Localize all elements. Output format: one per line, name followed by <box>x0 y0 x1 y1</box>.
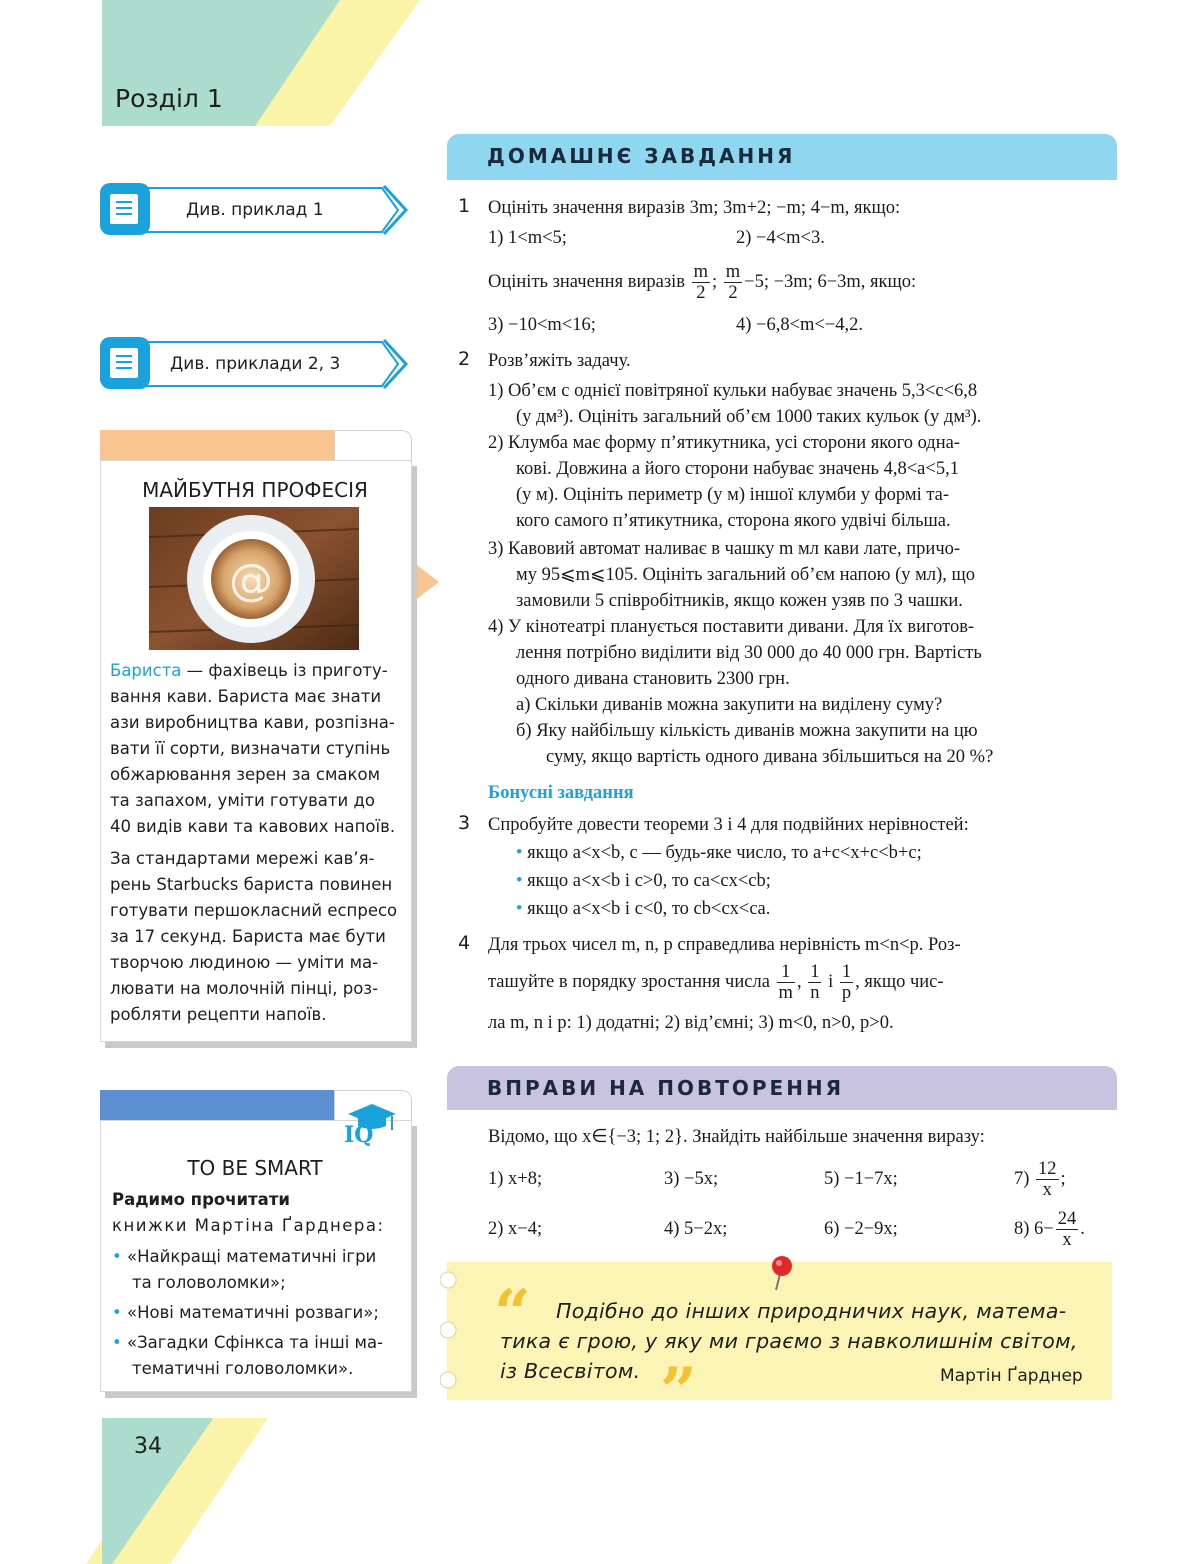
task-3-intro: Спробуйте довести теореми 3 і 4 для подвійних нерівностей: <box>488 815 969 835</box>
svg-text:@: @ <box>229 555 273 606</box>
task-number: 3 <box>458 812 471 834</box>
smart-tab <box>100 1090 336 1124</box>
fraction <box>840 962 853 1003</box>
task-1-case-2: 2) −4<m<3. <box>736 228 825 248</box>
task-1-case-1: 1) 1<m<5; <box>488 228 567 248</box>
profession-tab <box>100 430 336 464</box>
conjunction: і <box>828 972 834 992</box>
task-number: 1 <box>458 195 471 217</box>
task-2-line: 1) Об’єм c однієї повітряної кульки набуває значень 5,3<c<6,8 <box>488 381 978 401</box>
review-header <box>447 1066 1117 1110</box>
quote-author: Мартін Ґарднер <box>940 1366 1083 1386</box>
profession-line: 40 видів кави та кавових напоїв. <box>110 817 396 836</box>
smart-book <box>112 1244 376 1296</box>
close-quote-icon: ” <box>660 1354 697 1429</box>
task-1-intro-2-text: Оцініть значення виразів <box>488 272 685 292</box>
task-3-bullet-text: якщо a<x<b і c<0, то cb<cx<ca. <box>527 899 771 919</box>
bullet-icon: • <box>516 843 523 863</box>
profession-line: вання кави. Бариста має знати <box>110 687 382 706</box>
homework-header <box>447 134 1117 180</box>
fraction-den: m <box>778 983 793 1004</box>
fraction-num: 1 <box>841 962 852 983</box>
smart-title: TO BE SMART <box>187 1156 323 1180</box>
task-2-line: 4) У кінотеатрі планується поставити дивани. Для їх виготов- <box>488 617 975 637</box>
review-item: 4) 5−2x; <box>664 1219 728 1239</box>
task-2-line: (у м). Оцініть периметр (у м) іншої клумби у формі та- <box>516 485 950 505</box>
task-1-intro: Оцініть значення виразів 3m; 3m+2; −m; 4−m, якщо: <box>488 198 901 218</box>
task-2-line: лення потрібно виділити від 30 000 до 40 000 грн. Вартість <box>516 643 982 663</box>
task-2-line: 2) Клумба має форму п’ятикутника, усі сторони якого одна- <box>488 433 960 453</box>
review-item <box>1014 1206 1085 1252</box>
profession-title: МАЙБУТНЯ ПРОФЕСІЯ <box>142 478 368 502</box>
book-icon <box>108 344 109 345</box>
task-4-line-2 <box>488 958 944 1006</box>
quote-line: тика є грою, у яку ми граємо з навколишнім світом, <box>500 1329 1078 1353</box>
profession-line: творчою людиною — уміти ма- <box>110 953 379 972</box>
profession-paragraph-2 <box>110 846 397 1028</box>
task-2-line: му 95⩽m⩽105. Оцініть загальний об’єм напою (у мл), що <box>516 565 975 585</box>
task-2-line: кові. Довжина a його сторони набуває значень 4,8<a<5,1 <box>516 459 959 479</box>
review-item: 3) −5x; <box>664 1169 719 1189</box>
smart-book-text: «Найкращі математичні ігри <box>126 1247 377 1266</box>
bonus-title: Бонусні завдання <box>488 783 634 803</box>
profession-line-text: — фахівець із приготу- <box>181 661 388 680</box>
fraction <box>1056 1209 1079 1250</box>
iq-badge: IQ <box>344 1122 374 1148</box>
task-2-line: б) Яку найбільшу кількість диванів можна закупити на цю <box>516 721 978 741</box>
profession-term: Бариста <box>110 661 182 680</box>
review-item: 1) x+8; <box>488 1169 543 1189</box>
fraction <box>808 962 821 1003</box>
fraction-den: 2 <box>696 283 706 304</box>
review-item-label: 8) 6− <box>1014 1219 1054 1239</box>
task-4-line-3: ла m, n і p: 1) додатні; 2) від’ємні; 3) m<0, n>0, p>0. <box>488 1013 894 1033</box>
smart-book-line: тематичні головоломки». <box>132 1359 354 1378</box>
quote-line: із Всесвітом. <box>500 1359 641 1383</box>
smart-book-line: та головоломки»; <box>132 1273 286 1292</box>
task-2-line: (у дм³). Оцініть загальний об’єм 1000 таких кульок (у дм³). <box>516 407 982 427</box>
task-4-line-2-tail: , якщо чис- <box>855 972 944 992</box>
task-3-bullet-text: якщо a<x<b, c — будь-яке число, то a+c<x+c<b+c; <box>527 843 922 863</box>
smart-book-line <box>112 1300 379 1326</box>
review-item: 6) −2−9x; <box>824 1219 898 1239</box>
task-2-line: 3) Кавовий автомат наливає в чашку m мл кави лате, причо- <box>488 539 961 559</box>
book-icon <box>108 190 109 191</box>
task-3-bullet-text: якщо a<x<b і c>0, то ca<cx<cb; <box>527 871 771 891</box>
chapter-title: Розділ 1 <box>115 84 223 113</box>
task-1-case-3: 3) −10<m<16; <box>488 315 596 335</box>
period: . <box>1080 1219 1085 1239</box>
fraction-den: n <box>810 983 820 1004</box>
task-2-line: одного дивана становить 2300 грн. <box>516 669 790 689</box>
fraction <box>1036 1159 1059 1200</box>
profession-line: ази виробництва кави, розпізна- <box>110 713 395 732</box>
fraction <box>692 262 710 303</box>
review-item: 2) x−4; <box>488 1219 543 1239</box>
fraction-num: m <box>725 262 741 283</box>
task-2-line: а) Скільки диванів можна закупити на виділену суму? <box>516 695 943 715</box>
profession-line: вати її сорти, визначати ступінь <box>110 739 391 758</box>
profession-line: За стандартами мережі кав’я- <box>110 849 375 868</box>
pointer-arrow-icon <box>413 562 443 602</box>
smart-intro: книжки Мартіна Ґарднера: <box>112 1216 385 1235</box>
task-2-line: суму, якщо вартість одного дивана збільшиться на 20 %? <box>546 747 994 767</box>
ref-example-1-label: Див. приклад 1 <box>186 200 324 220</box>
bullet-icon: • <box>112 1333 127 1352</box>
task-2-line: кого самого п’ятикутника, сторона якого удвічі більша. <box>516 511 951 531</box>
task-2-intro: Розв’яжіть задачу. <box>488 351 631 371</box>
profession-line: обжарювання зерен за смаком <box>110 765 381 784</box>
fraction-num: 1 <box>810 962 820 983</box>
task-number: 2 <box>458 348 471 370</box>
profession-paragraph-1 <box>110 658 395 840</box>
bullet-icon: • <box>516 871 523 891</box>
semicolon: ; <box>1060 1169 1066 1189</box>
review-intro: Відомо, що x∈{−3; 1; 2}. Знайдіть найбільше значення виразу: <box>488 1127 985 1147</box>
profession-line <box>110 658 395 684</box>
fraction-den: x <box>1042 1180 1052 1201</box>
task-4-line-1: Для трьох чисел m, n, p справедлива нерівність m<n<p. Роз- <box>488 935 961 955</box>
review-item-label: 7) <box>1014 1169 1030 1189</box>
bullet-icon: • <box>112 1247 127 1266</box>
fraction-den: x <box>1062 1230 1072 1251</box>
bullet-icon: • <box>112 1303 127 1322</box>
open-quote-icon: “ <box>494 1276 531 1351</box>
profession-line: лювати на молочній пінці, роз- <box>110 979 379 998</box>
task-3-bullet <box>516 840 922 866</box>
comma: , <box>796 972 802 992</box>
profession-line: за 17 секунд. Бариста має бути <box>110 927 386 946</box>
smart-subtitle: Радимо прочитати <box>112 1190 290 1209</box>
fraction <box>724 262 742 303</box>
fraction-num: 1 <box>777 962 795 983</box>
profession-line: та запахом, уміти готувати до <box>110 791 375 810</box>
fraction-num: 24 <box>1057 1209 1077 1230</box>
coffee-image <box>149 507 359 650</box>
review-title: ВПРАВИ НА ПОВТОРЕННЯ <box>487 1076 845 1100</box>
smart-book-line <box>112 1244 376 1270</box>
notebook-holes <box>440 1264 460 1400</box>
task-1-case-4: 4) −6,8<m<−4,2. <box>736 315 864 335</box>
fraction-den: p <box>841 983 852 1004</box>
smart-book-line <box>112 1330 383 1356</box>
smart-book-text: «Нові математичні розваги»; <box>126 1303 379 1322</box>
review-item: 5) −1−7x; <box>824 1169 898 1189</box>
task-4-line-2-text: ташуйте в порядку зростання числа <box>488 972 770 992</box>
ref-examples-2-3-label: Див. приклади 2, 3 <box>170 354 341 374</box>
task-number: 4 <box>458 932 471 954</box>
fraction <box>777 962 795 1003</box>
review-item <box>1014 1156 1066 1202</box>
fraction-num: m <box>693 262 709 283</box>
task-3-bullet <box>516 868 771 894</box>
fraction-num: 12 <box>1038 1159 1057 1180</box>
page-number: 34 <box>134 1434 162 1459</box>
homework-title: ДОМАШНЄ ЗАВДАННЯ <box>487 144 796 168</box>
task-2-line: замовили 5 співробітників, якщо кожен узяв по 3 чашки. <box>516 591 963 611</box>
profession-line: готувати першокласний еспресо <box>110 901 398 920</box>
task-1-intro-2 <box>488 258 916 306</box>
smart-book <box>112 1300 379 1326</box>
bullet-icon: • <box>516 899 523 919</box>
task-1-intro-2-tail: −5; −3m; 6−3m, якщо: <box>744 272 917 292</box>
profession-line: робляти рецепти напоїв. <box>110 1005 327 1024</box>
quote-line: Подібно до інших природничих наук, матема- <box>556 1299 1067 1323</box>
smart-book <box>112 1330 383 1382</box>
smart-book-text: «Загадки Сфінкса та інші ма- <box>126 1333 384 1352</box>
profession-line: рень Starbucks бариста повинен <box>110 875 393 894</box>
pushpin-icon <box>766 1252 796 1292</box>
task-3-bullet <box>516 896 770 922</box>
semicolon: ; <box>712 272 718 292</box>
fraction-den: 2 <box>728 283 738 304</box>
